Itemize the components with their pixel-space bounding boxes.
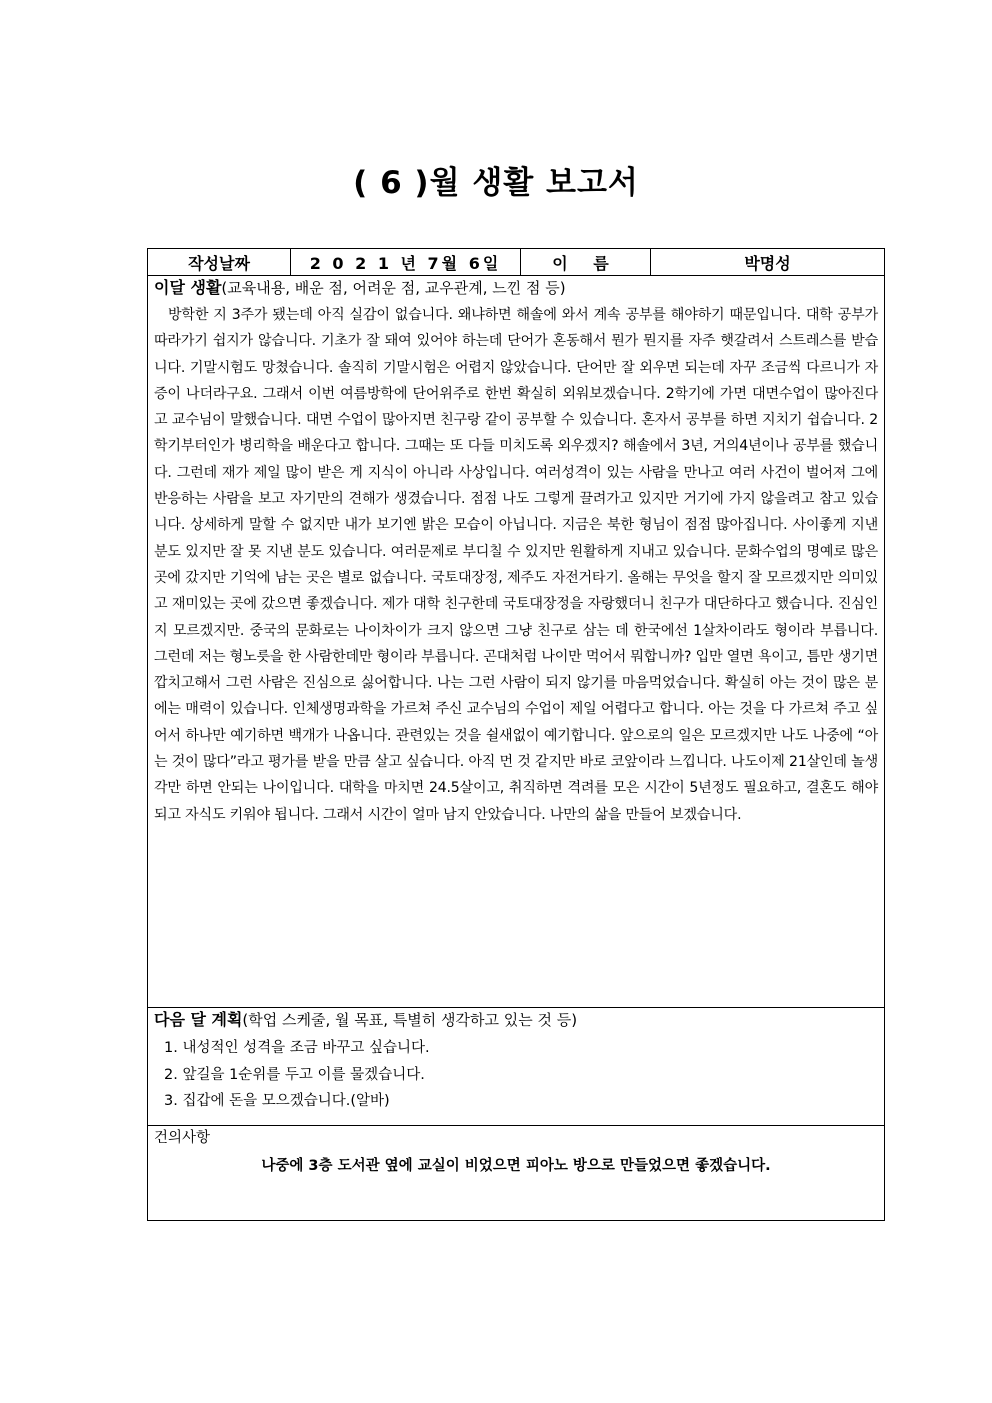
suggestion-label: 건의사항 bbox=[154, 1130, 211, 1146]
report-form bbox=[147, 248, 885, 1221]
monthly-life-title: 이달 생활 bbox=[154, 278, 222, 297]
suggestion-text: 나중에 3층 도서관 옆에 교실이 비었으면 피아노 방으로 만들었으면 좋겠습니다. bbox=[261, 1158, 771, 1174]
plan-note: (학업 스케줄, 월 목표, 특별히 생각하고 있는 것 등) bbox=[242, 1011, 578, 1029]
plan-item: 3. 집갑에 돈을 모으겠습니다.(알바) bbox=[164, 1093, 390, 1109]
plan-title: 다음 달 계획 bbox=[154, 1010, 243, 1029]
plan-item: 1. 내성적인 성격을 조금 바꾸고 싶습니다. bbox=[164, 1040, 430, 1056]
suggestion-section bbox=[148, 1128, 884, 1220]
monthly-life-heading bbox=[154, 277, 878, 299]
next-month-plan-section bbox=[148, 1009, 884, 1126]
header-row bbox=[148, 249, 884, 276]
monthly-life-note: (교육내용, 배운 점, 어려운 점, 교우관계, 느낀 점 등) bbox=[221, 279, 566, 297]
date-label: 작성날짜 bbox=[148, 249, 291, 275]
name-value: 박명성 bbox=[744, 253, 791, 273]
monthly-life-text: 방학한 지 3주가 됐는데 아직 실감이 없습니다. 왜냐하면 해솔에 와서 계속 공부를 해야하기 때문입니다. 대학 공부가 따라가기 쉽지가 않습니다. 기초가 잘 돼여 있어야 하는데 단어가 혼동해서 뭔가 뭔지를 자주 햇갈려서 스트레스를 받습니다. 기말시험도 망쳤습니다. 솔직히 기말시험은 어렵지 않았습니다. 단어만 잘 외우면 되는데 자꾸 조금씩 다르니가 자증이 나더라구요. 그래서 이번 여름방학에 단어위주로 한번 확실히 외워보겠습니다. 2학기에 가면 대면수업이 많아진다고 교수님이 말했습니다. 대면 수업이 많아지면 친구랑 같이 공부할 수 있습니다. 혼자서 공부를 하면 지치기 쉽습니다. 2학기부터인가 병리학을 배운다고 합니다. 그때는 또 다들 미치도록 외우겠지? 해솔에서 3년, 거의4년이나 공부를 했습니다. 그런데 재가 제일 많이 받은 게 지식이 아니라 사상입니다. 여러성격이 있는 사람을 만나고 여러 사건이 벌어져 그에 반응하는 사람을 보고 자기만의 견해가 생겼습니다. 점점 나도 그렇게 끌려가고 있지만 거기에 가지 않을려고 참고 있습니다. 상세하게 말할 수 없지만 내가 보기엔 밝은 모습이 아닙니다. 지금은 북한 형님이 점점 많아집니다. 사이좋게 지낸 분도 있지만 잘 못 지낸 분도 있습니다. 여러문제로 부디칠 수 있지만 원활하게 지내고 있습니다. 문화수업의 명예로 많은 곳에 갔지만 기억에 남는 곳은 별로 없습니다. 국토대장정, 제주도 자전거타기. 올해는 무엇을 할지 잘 모르겠지만 의미있고 재미있는 곳에 갔으면 좋겠습니다. 제가 대학 친구한데 국토대장정을 자랑했더니 친구가 대단하다고 했습니다. 진심인지 모르겠지만. 중국의 문화로는 나이차이가 크지 않으면 그냥 친구로 삼는 데 한국에선 1살차이라도 형이라 부릅니다. 그런데 저는 형노릇을 한 사람한데만 형이라 부릅니다. 곤대처럼 나이만 먹어서 뭐합니까? 입만 열면 욕이고, 틈만 생기면 깝치고해서 그런 사람은 진심으로 싫어합니다. 나는 그런 사람이 되지 않기를 마음먹었습니다. 확실히 아는 것이 많은 분에는 매력이 있습니다. 인체생명과학을 가르쳐 주신 교수님의 수업이 제일 어렵다고 합니다. 아는 것을 다 가르쳐 주고 싶어서 하나만 예기하면 백개가 나옵니다. 관련있는 것을 쉴새없이 예기합니다. 앞으로의 일은 모르겠지만 나도 나중에 “아는 것이 많다”라고 평가를 받을 만큼 살고 싶습니다. 아직 먼 것 같지만 바로 코앞이라 느낍니다. 나도이제 21살인데 놀생각만 하면 안되는 나이입니다. 대학을 마치면 24.5살이고, 취직하면 격려를 모은 시간이 5년정도 필요하고, 결혼도 해야되고 자식도 키워야 됩니다. 그래서 시간이 얼마 남지 안았습니다. 나만의 삶을 만들어 보겠습니다. bbox=[154, 307, 878, 823]
name-label: 이 름 bbox=[521, 249, 651, 275]
plan-item: 2. 앞길을 1순위를 두고 이를 물겠습니다. bbox=[164, 1066, 425, 1083]
date-value: 2 0 2 1 년 7월 6일 bbox=[291, 249, 521, 275]
page-title: ( 6 )월 생활 보고서 bbox=[353, 165, 639, 201]
plan-list bbox=[154, 1035, 878, 1115]
monthly-life-section bbox=[148, 277, 884, 1008]
plan-heading bbox=[154, 1009, 878, 1031]
